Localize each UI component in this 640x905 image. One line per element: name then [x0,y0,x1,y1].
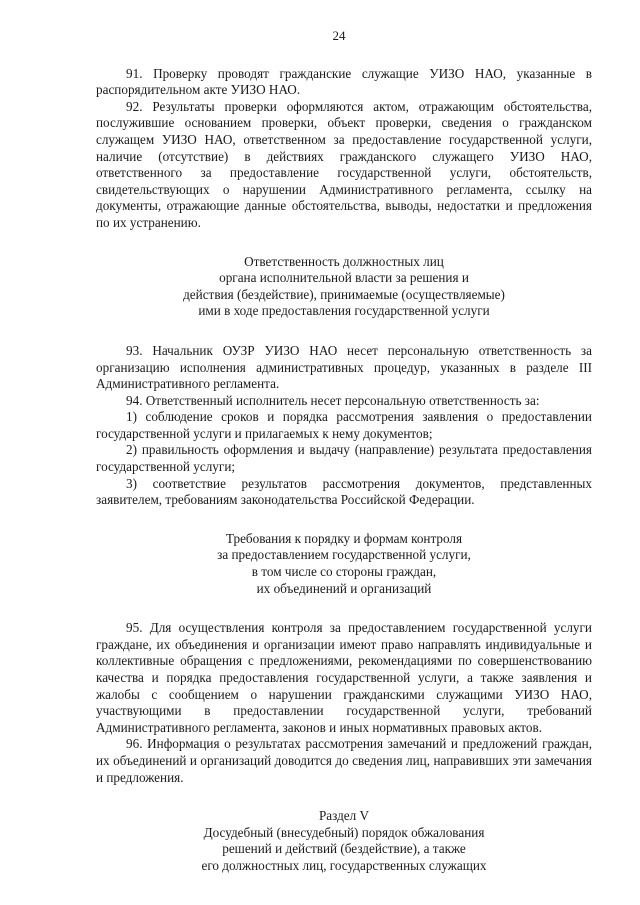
document-body [96,66,592,875]
paragraph: 95. Для осуществления контроля за предоставлением государственной услуги граждане, их объединения и организации имеют право направлять индивидуальные и коллективные обращения с предложениями, рекомендациями по совершенствованию качества и порядка предоставления государственной услуги, а также заявления и жалобы с сообщением о нарушении гражданскими служащими УИЗО НАО, участвующими в предоставлении государственной услуги, требований Административного регламента, законов и иных нормативных правовых актов. [96,620,592,735]
section-heading-line: ими в ходе предоставления государственной услуги [198,303,490,319]
section-heading [96,254,592,320]
section-heading-line: Ответственность должностных лиц [244,253,444,269]
section-heading-line: Досудебный (внесудебный) порядок обжалования [203,824,485,840]
paragraph: 3) соответствие результатов рассмотрения документов, представленных заявителем, требованиям законодательства Российской Федерации. [96,475,592,508]
section-heading [96,531,592,597]
section-heading [96,808,592,874]
section-heading-line: решений и действий (бездействие), а также [222,841,466,857]
paragraph: 2) правильность оформления и выдачу (направление) результата предоставления государственной услуги; [96,442,592,475]
paragraph: 91. Проверку проводят гражданские служащие УИЗО НАО, указанные в распорядительном акте УИЗО НАО. [96,65,592,98]
paragraph: 92. Результаты проверки оформляются актом, отражающим обстоятельства, послужившие основанием проверки, объект проверки, сведения о гражданском служащем УИЗО НАО, ответственном за предоставление государственной услуги, наличие (отсутствие) в действиях гражданского служащего УИЗО НАО, ответственного за предоставление государственной услуги, обстоятельств, свидетельствующих о нарушении Административного регламента, ссылку на документы, отражающие данные обстоятельства, выводы, недостатки и предложения по их устранению. [96,98,592,230]
section-heading-line: Требования к порядку и формам контроля [225,530,463,546]
paragraph: 1) соблюдение сроков и порядка рассмотрения заявления о предоставлении государственной услуги и прилагаемых к нему документов; [96,409,592,441]
document-page [96,28,592,898]
paragraph: 94. Ответственный исполнитель несет персональную ответственность за: [126,392,540,408]
section-heading-line: действия (бездействие), принимаемые (осуществляемые) [183,286,505,302]
section-heading-line: органа исполнительной власти за решения и [219,270,469,286]
section-heading-line: Раздел V [318,808,370,824]
paragraph: 96. Информация о результатах рассмотрения замечаний и предложений граждан, их объединений и организаций доводится до сведения лиц, направивших эти замечания и предложения. [96,736,592,785]
paragraph: 93. Начальник ОУЗР УИЗО НАО несет персональную ответственность за организацию исполнения административных процедур, указанных в разделе III Административного регламента. [96,342,592,392]
section-heading-line: в том числе со стороны граждан, [251,564,437,580]
section-heading-line: его должностных лиц, государственных служащих [201,857,487,873]
section-heading-line: за предоставлением государственной услуги, [217,547,471,563]
page-number: 24 [332,28,346,43]
section-heading-line: их объединений и организаций [256,580,432,596]
